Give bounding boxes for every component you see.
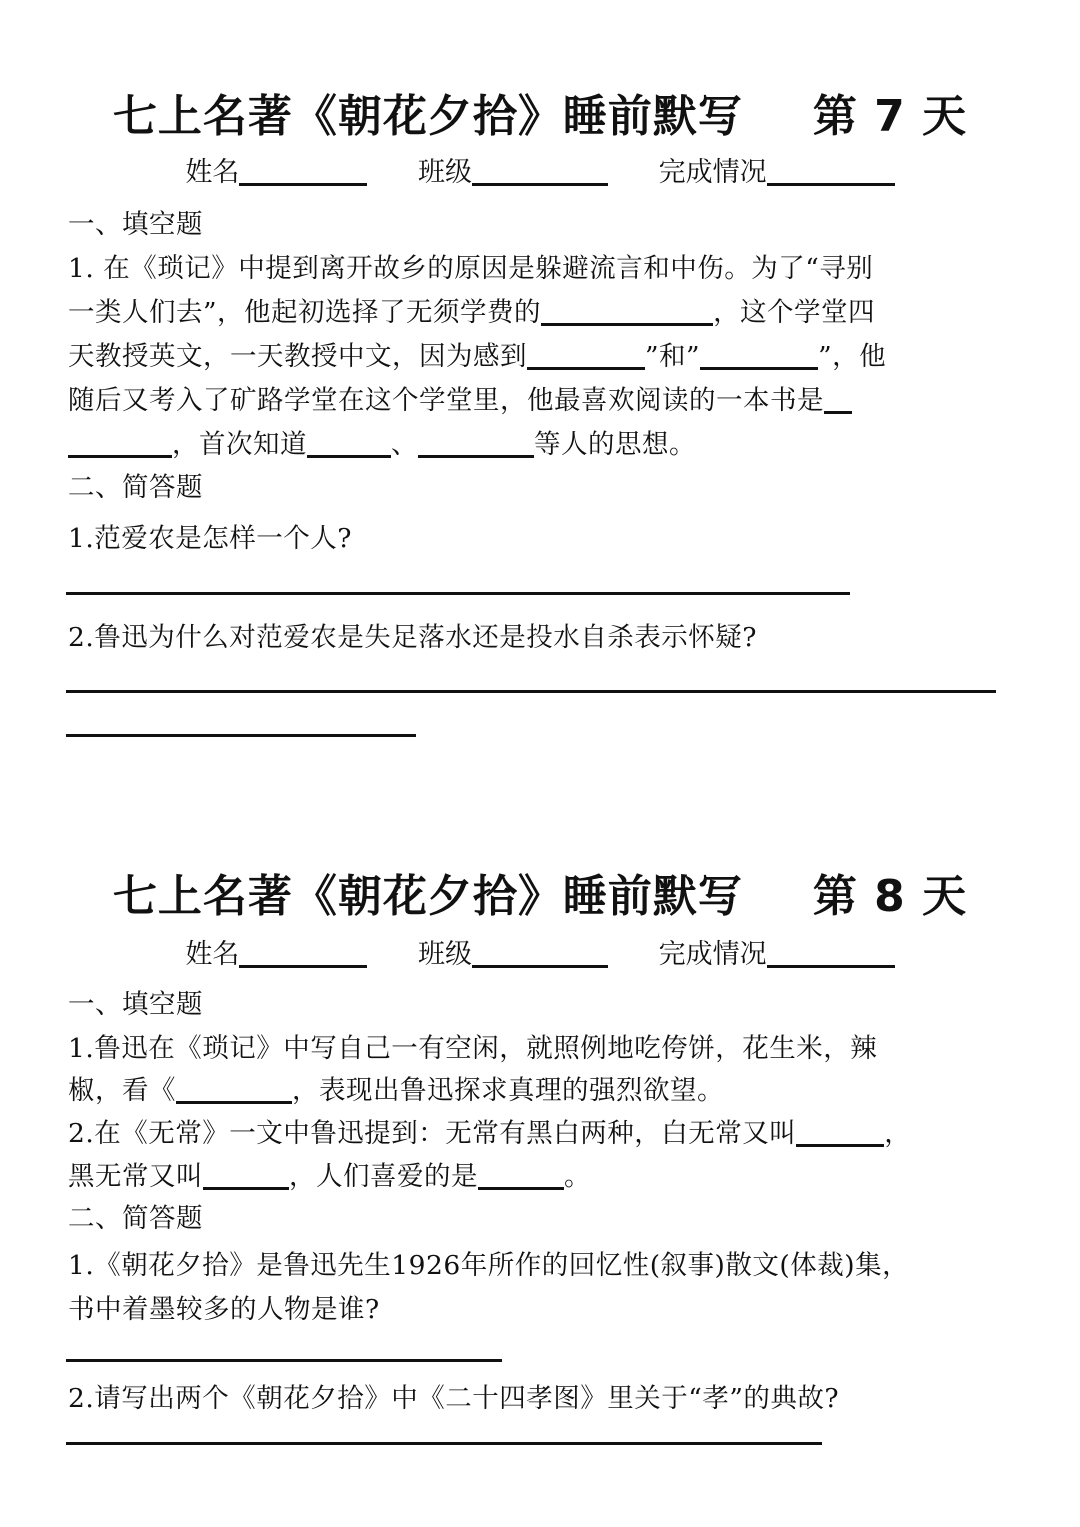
day8-class-blank[interactable] [472,937,608,968]
day7-fill-text: 随后又考入了矿路学堂在这个学堂里，他最喜欢阅读的一本书是 [68,385,824,416]
day8-section-fill: 一、填空题 [68,989,203,1020]
day8-fill-text: 。 [564,1161,591,1192]
day8-student-info [0,932,1080,971]
day7-fill-line1: 1. 在《琐记》中提到离开故乡的原因是躲避流言和中伤。为了“寻别 [68,253,874,284]
day7-blank-thinker1[interactable] [307,427,391,458]
day7-day-label: 第 7 天 [812,91,968,142]
day7-blank-thinker2[interactable] [418,427,534,458]
day7-answer2-line2[interactable] [66,734,416,737]
day7-blank-feeling2[interactable] [700,339,818,370]
day7-fill-text: ，首次知道 [172,429,307,460]
day8-fill-text: 黑无常又叫 [68,1161,203,1192]
day8-blank-book[interactable] [176,1073,292,1104]
day7-answer2-line1[interactable] [66,690,996,693]
day8-question1-line1: 1.《朝花夕拾》是鲁迅先生1926年所作的回忆性(叙事)散文(体裁)集， [68,1250,910,1281]
day7-status-blank[interactable] [767,155,895,186]
day8-status-label: 完成情况 [658,939,767,970]
day7-fill-text: ”和” [645,341,701,372]
day8-class-label: 班级 [418,939,472,970]
day7-student-info [0,150,1080,189]
day7-fill-text: ，这个学堂四 [713,297,876,328]
day8-fill-text: 椒，看《 [68,1075,176,1106]
day7-fill-text: ”，他 [818,341,887,372]
day7-status-label: 完成情况 [658,157,767,188]
day7-fill-line4 [68,378,852,417]
day8-day-label: 第 8 天 [812,871,968,922]
day8-name-blank[interactable] [239,937,367,968]
day8-answer1-line[interactable] [66,1359,502,1362]
day8-title [0,860,1080,924]
day8-fill-text: 2.在《无常》一文中鲁迅提到：无常有黑白两种，白无常又叫 [68,1118,797,1149]
day7-blank-school[interactable] [541,295,713,326]
day7-name-blank[interactable] [239,155,367,186]
day7-blank-book[interactable] [68,427,172,458]
day8-question1-line2: 书中着墨较多的人物是谁? [68,1294,380,1325]
day7-answer1-line[interactable] [66,592,850,595]
day8-blank-favorite[interactable] [478,1159,564,1190]
day8-fill-text: ，表现出鲁迅探求真理的强烈欲望。 [292,1075,724,1106]
day7-fill-line3 [68,334,886,373]
day8-fill-line1: 1.鲁迅在《琐记》中写自己一有空闲，就照例地吃侉饼，花生米，辣 [68,1033,878,1064]
day7-fill-text: 一类人们去”，他起初选择了无须学费的 [68,297,542,328]
day7-blank-feeling1[interactable] [527,339,645,370]
day7-fill-line5 [68,422,696,461]
day8-name-label: 姓名 [185,939,240,970]
day8-answer2-line[interactable] [66,1442,822,1445]
day7-class-label: 班级 [418,157,472,188]
day8-blank-white-wuchang[interactable] [796,1116,884,1147]
day7-fill-text: 天教授英文，一天教授中文，因为感到 [68,341,527,372]
day7-title [0,80,1080,144]
day8-fill-line3 [68,1111,911,1150]
day7-fill-text: 等人的思想。 [534,429,696,460]
day8-fill-line2 [68,1068,724,1107]
day8-title-text: 七上名著《朝花夕拾》睡前默写 [112,871,743,922]
day7-section-fill: 一、填空题 [68,209,203,240]
day7-fill-text: 、 [391,429,418,460]
day8-blank-black-wuchang[interactable] [203,1159,289,1190]
day7-name-label: 姓名 [185,157,240,188]
day8-question2: 2.请写出两个《朝花夕拾》中《二十四孝图》里关于“孝”的典故? [68,1383,840,1414]
day8-status-blank[interactable] [767,937,895,968]
day7-section-short: 二、简答题 [68,472,203,503]
day7-blank-book-start[interactable] [824,383,852,414]
day8-fill-text: ， [884,1118,912,1149]
day7-class-blank[interactable] [472,155,608,186]
day7-question1: 1.范爱农是怎样一个人? [68,523,352,554]
day8-fill-text: ，人们喜爱的是 [289,1161,478,1192]
day8-fill-line4 [68,1154,591,1193]
day8-section-short: 二、简答题 [68,1203,203,1234]
day7-title-text: 七上名著《朝花夕拾》睡前默写 [112,91,743,142]
day7-question2: 2.鲁迅为什么对范爱农是失足落水还是投水自杀表示怀疑? [68,622,757,653]
day7-fill-line2 [68,290,875,329]
